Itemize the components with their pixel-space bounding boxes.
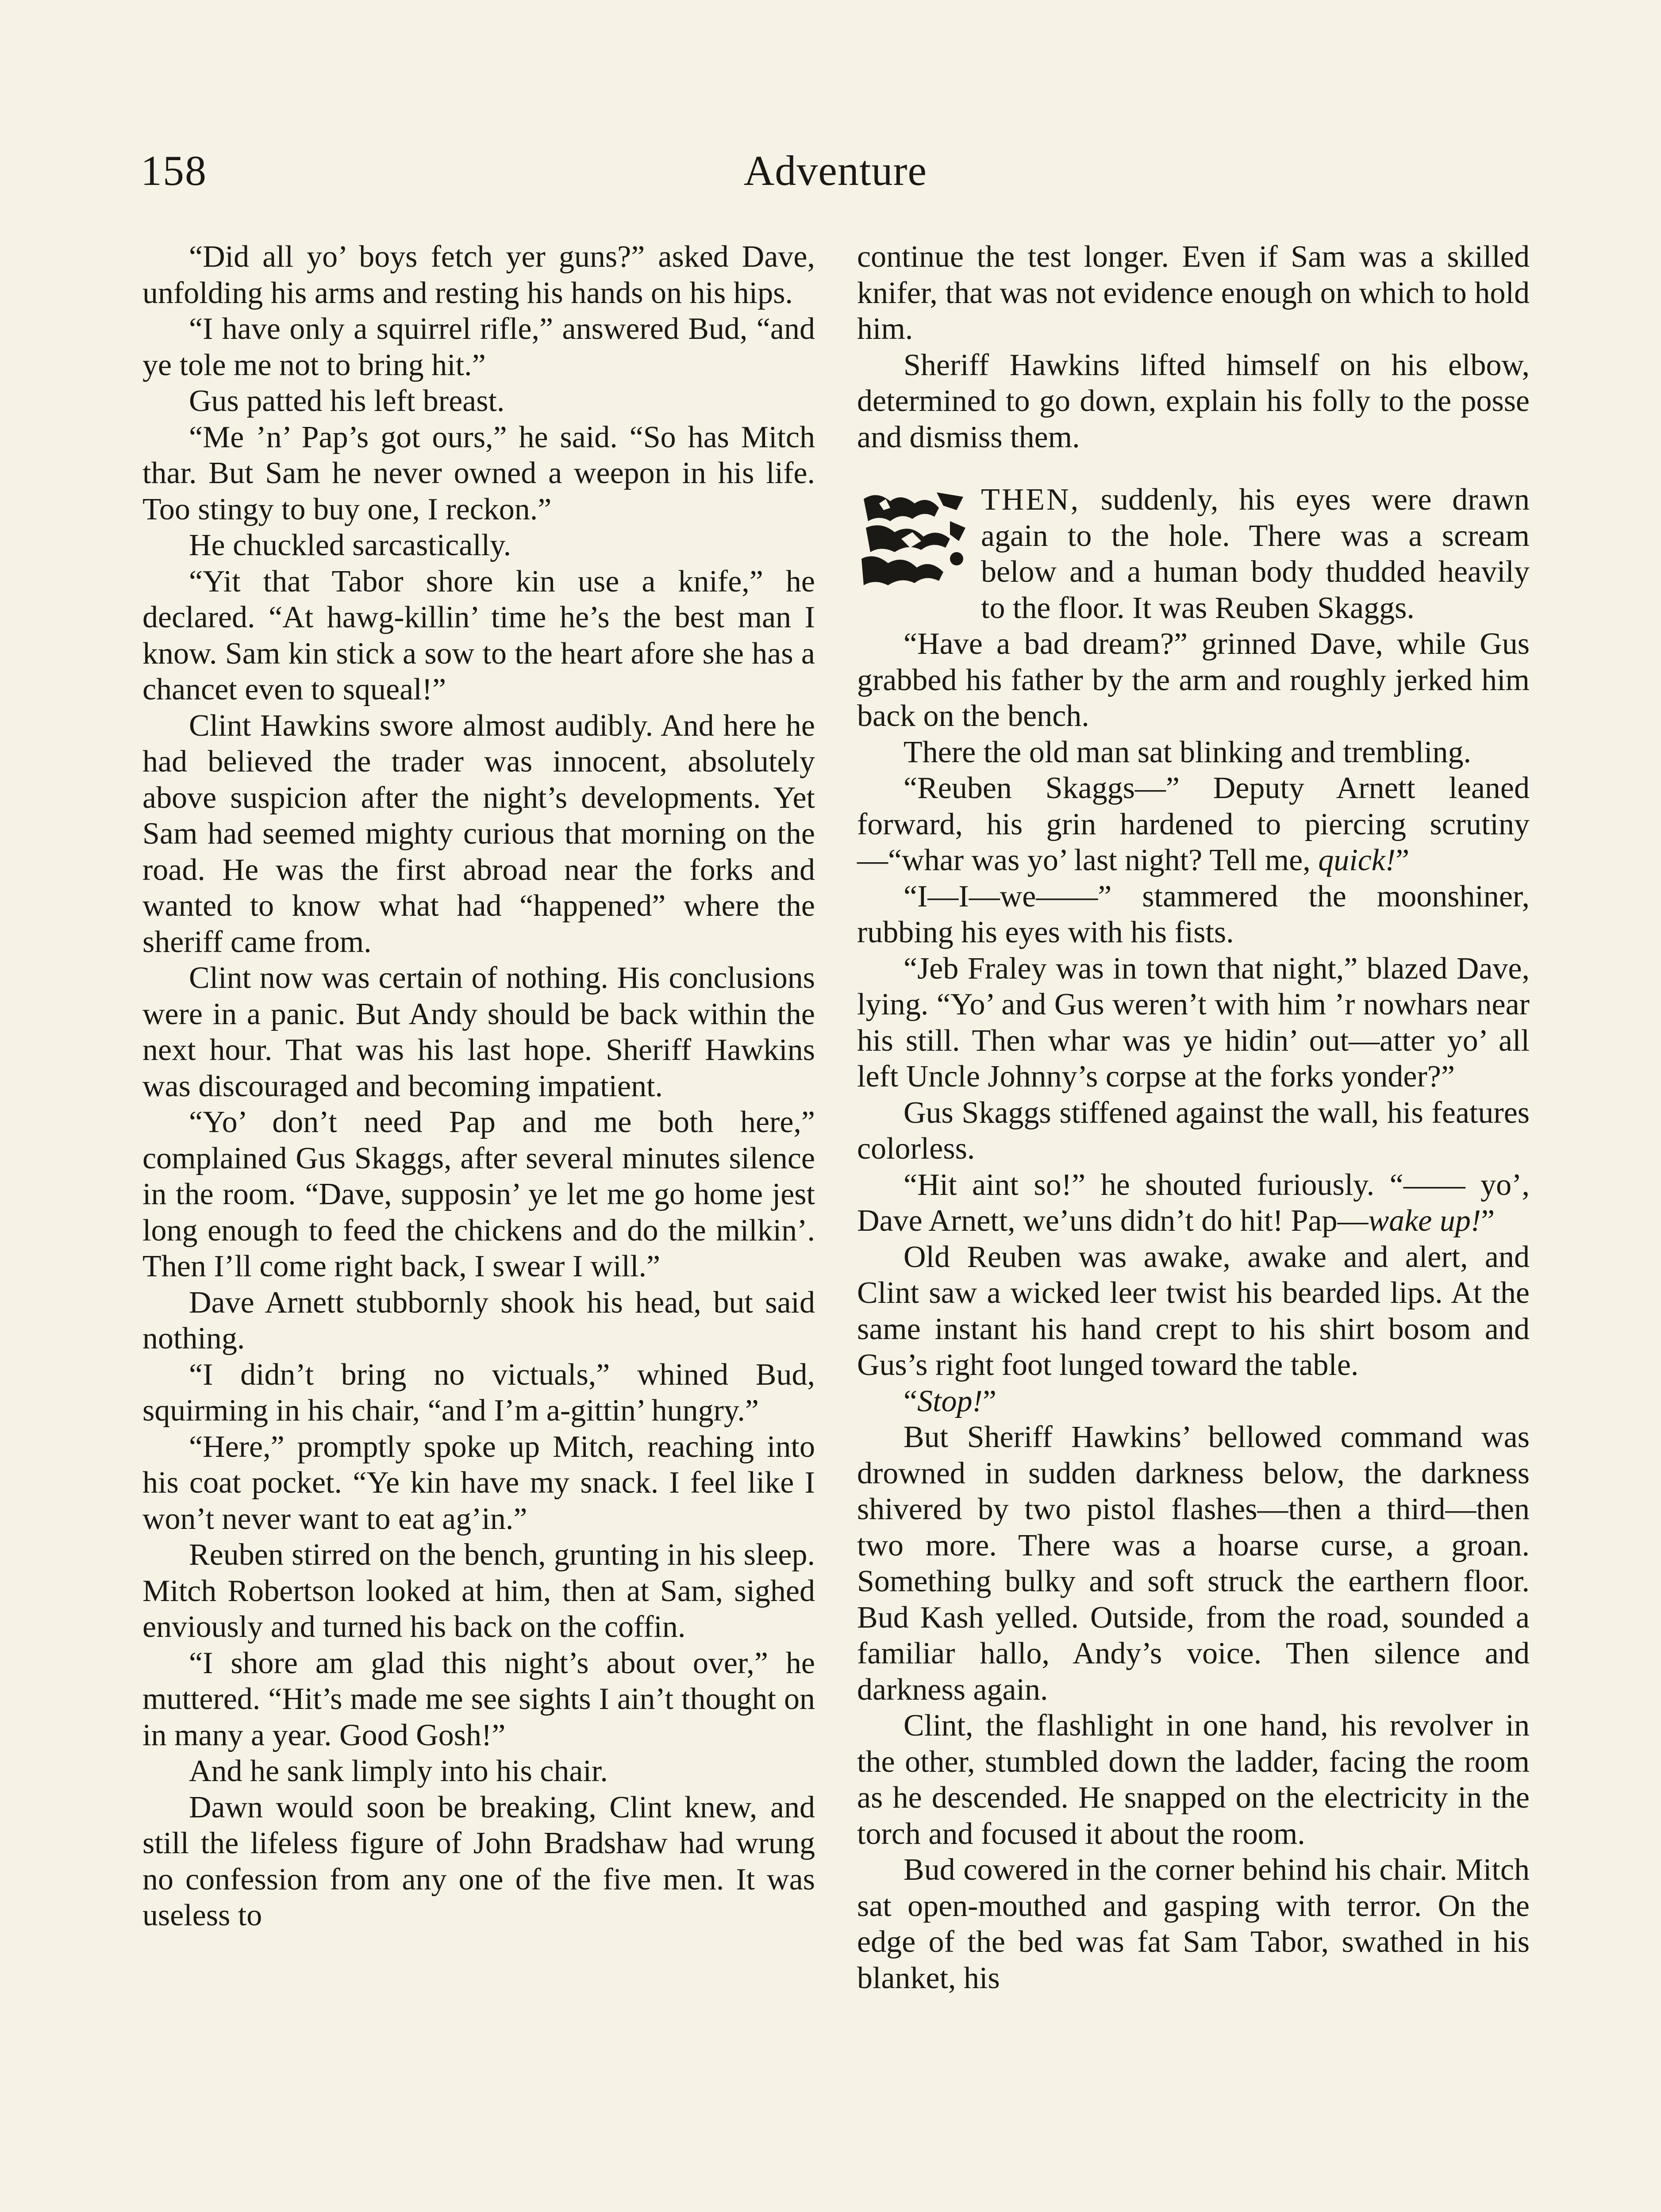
paragraph: Bud cowered in the corner behind his chair. Mitch sat open-mouthed and gasping with terror. On the edge of the bed was fat Sam Tabor, swathed in his blanket, his: [857, 1853, 1530, 1995]
text-run: ”: [982, 1384, 996, 1418]
paragraph: Gus Skaggs stiffened against the wall, his features colorless.: [857, 1095, 1530, 1166]
paragraph: “Have a bad dream?” grinned Dave, while Gus grabbed his father by the arm and roughly jerked him back on the bench.: [857, 627, 1530, 733]
paragraph: Reuben stirred on the bench, grunting in his sleep. Mitch Robertson looked at him, then at Sam, sighed enviously and turned his back on the coffin.: [142, 1538, 815, 1644]
paragraph: “Did all yo’ boys fetch yer guns?” asked Dave, unfolding his arms and resting his hands on his hips.: [142, 240, 815, 310]
paragraph: “I—I—we——” stammered the moonshiner, rubbing his eyes with his fists.: [857, 879, 1530, 949]
paragraph: Old Reuben was awake, awake and alert, and Clint saw a wicked leer twist his bearded lips. At the same instant his hand crept to his shirt bosom and Gus’s right foot lunged toward the table.: [857, 1240, 1530, 1382]
paragraph: And he sank limply into his chair.: [189, 1754, 608, 1788]
section-break-paragraph: [857, 482, 1530, 626]
paragraph: There the old man sat blinking and trembling.: [904, 735, 1472, 769]
paragraph: “Jeb Fraley was in town that night,” blazed Dave, lying. “Yo’ and Gus weren’t with him ’r nowhars near his still. Then whar was ye hidin’ out—atter yo’ all left Uncle Johnny’s corpse at the forks yonder?”: [857, 951, 1530, 1094]
text-run: “Reuben Skaggs—” Deputy Arnett leaned forward, his grin hardened to piercing scrutiny—“whar was yo’ last night? Tell me,: [857, 771, 1530, 877]
text-run: ”: [1481, 1204, 1495, 1238]
dropcap-word: THEN,: [981, 483, 1080, 517]
text-run: “: [904, 1384, 918, 1418]
text-run: “Hit aint so!” he shouted furiously. “—— yo’, Dave Arnett, we’uns didn’t do hit! Pap—: [857, 1167, 1530, 1238]
paragraph: “Here,” promptly spoke up Mitch, reaching into his coat pocket. “Ye kin have my snack. I feel like I won’t never want to eat ag’in.”: [142, 1429, 815, 1536]
paragraph: But Sheriff Hawkins’ bellowed command was drowned in sudden darkness below, the darkness shivered by two pistol flashes—then a third—then two more. There was a hoarse curse, a groan. Something bulky and soft struck the earthern floor. Bud Kash yelled. Outside, from the road, sounded a familiar hallo, Andy’s voice. Then silence and darkness again.: [857, 1420, 1530, 1707]
paragraph: Dawn would soon be breaking, Clint knew, and still the lifeless figure of John Bradshaw had wrung no confession from any one of the five men. It was useless to: [142, 1790, 815, 1932]
paragraph: “I have only a squirrel rifle,” answered Bud, “and ye tole me not to bring hit.”: [142, 312, 815, 382]
paragraph: Dave Arnett stubbornly shook his head, but said nothing.: [142, 1285, 815, 1356]
paragraph: Sheriff Hawkins lifted himself on his elbow, determined to go down, explain his folly to the posse and dismiss them.: [857, 348, 1530, 454]
paragraph: Clint Hawkins swore almost audibly. And here he had believed the trader was innocent, absolutely above suspicion after the night’s developments. Yet Sam had seemed mighty curious that morning on the road. He was the first abroad near the forks and wanted to know what had “happened” where the sheriff came from.: [142, 708, 815, 959]
paragraph-continued: continue the test longer. Even if Sam was a skilled knifer, that was not evidence enough on which to hold him.: [857, 240, 1530, 346]
emphasis: wake up!: [1368, 1204, 1481, 1238]
paragraph: “Yit that Tabor shore kin use a knife,” he declared. “At hawg-killin’ time he’s the best man I know. Sam kin stick a sow to the heart afore she has a chancet even to squeal!”: [142, 564, 815, 707]
paragraph: Gus patted his left breast.: [189, 384, 505, 418]
paragraph: “I shore am glad this night’s about over,” he muttered. “Hit’s made me see sights I ain’t thought on in many a year. Good Gosh!”: [142, 1646, 815, 1752]
paragraph: [857, 1383, 1530, 1420]
paragraph: Clint now was certain of nothing. His conclusions were in a panic. But Andy should be back within the next hour. That was his last hope. Sheriff Hawkins was discouraged and becoming impatient.: [142, 961, 815, 1103]
page-header: [141, 146, 1530, 204]
emphasis: Stop!: [917, 1384, 983, 1418]
paragraph: [857, 770, 1530, 879]
running-title: Adventure: [743, 147, 927, 194]
paragraph: Clint, the flashlight in one hand, his revolver in the other, stumbled down the ladder, facing the room as he descended. He snapped on the electricity in the torch and focused it about the room.: [857, 1709, 1530, 1851]
text-run: ”: [1396, 843, 1410, 877]
paragraph: “I didn’t bring no victuals,” whined Bud, squirming in his chair, “and I’m a-gittin’ hungry.”: [142, 1357, 815, 1428]
paragraph: He chuckled sarcastically.: [189, 528, 511, 562]
left-column: [142, 239, 815, 1934]
paragraph: [857, 1167, 1530, 1239]
paragraph: “Yo’ don’t need Pap and me both here,” complained Gus Skaggs, after several minutes silence in the room. “Dave, supposin’ ye let me go home jest long enough to feed the chickens and do the milkin’. Then I’ll come right back, I swear I will.”: [142, 1105, 815, 1283]
right-column: [857, 239, 1530, 1996]
emphasis: quick!: [1318, 843, 1396, 877]
page-number: 158: [141, 147, 207, 194]
dropcap-paragraph-text: suddenly, his eyes were drawn again to the hole. There was a scream below and a human body thudded heavily to the floor. It was Reuben Skaggs.: [981, 483, 1530, 625]
ornamental-dropcap-icon: [857, 488, 968, 594]
paragraph: “Me ’n’ Pap’s got ours,” he said. “So has Mitch thar. But Sam he never owned a weepon in his life. Too stingy to buy one, I reckon.”: [142, 420, 815, 526]
